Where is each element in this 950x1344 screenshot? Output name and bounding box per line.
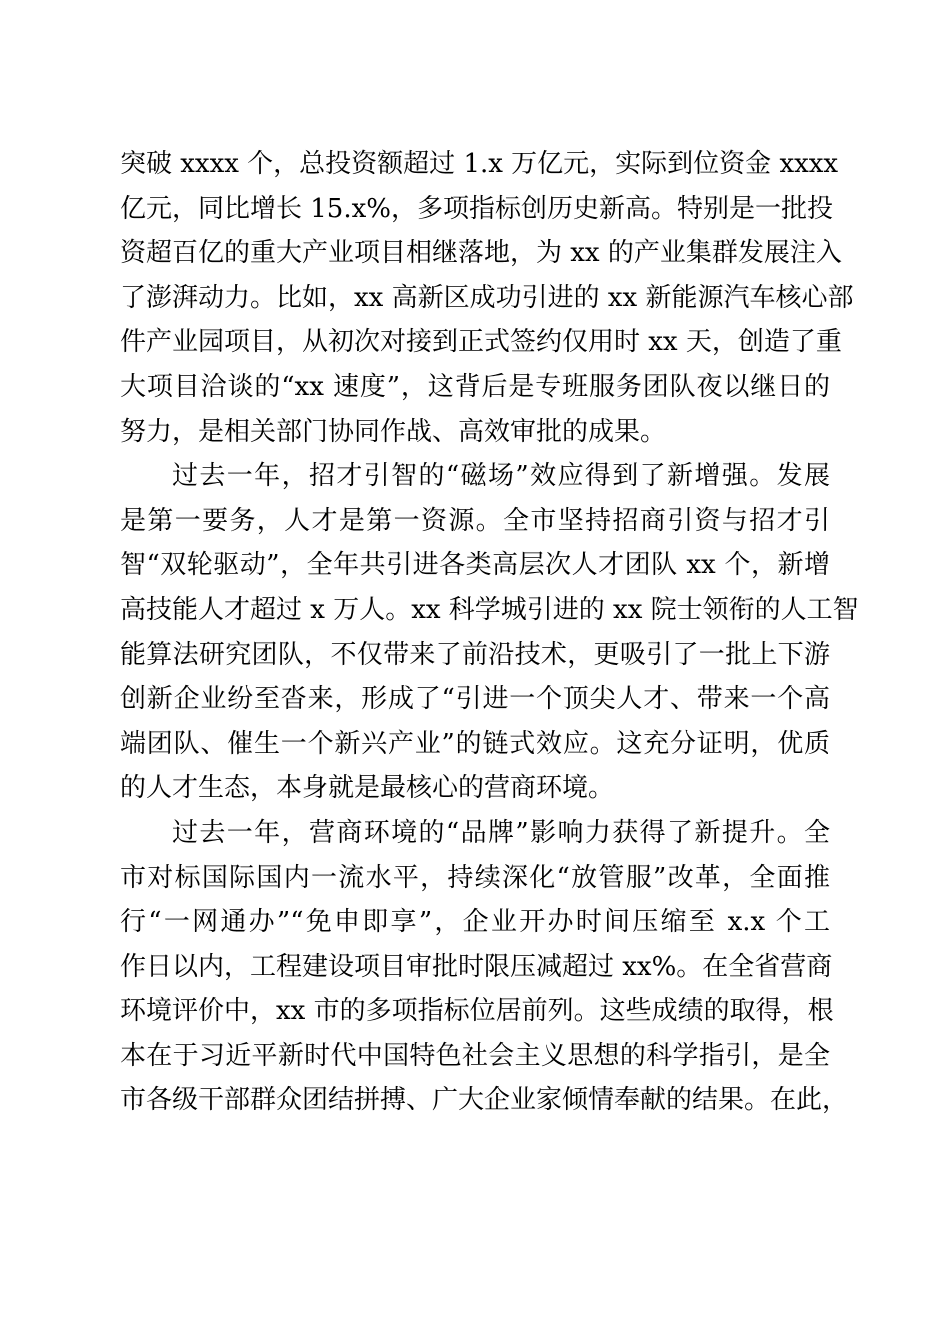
paragraph-3 [120, 811, 849, 1123]
text-line: 过去一年，营商环境的“品牌”影响力获得了新提升。全 [172, 817, 830, 848]
text-line: 大项目洽谈的“xx 速度”，这背后是专班服务团队夜以继日的 [120, 371, 830, 402]
text-line: 过去一年，招才引智的“磁场”效应得到了新增强。发展 [172, 461, 830, 492]
text-line: 的人才生态，本身就是最核心的营商环境。 [120, 773, 615, 804]
text-line: 本在于习近平新时代中国特色社会主义思想的科学指引，是全 [120, 1040, 830, 1071]
text-line: 市对标国际国内一流水平，持续深化“放管服”改革，全面推 [120, 862, 830, 893]
body-text [120, 142, 859, 1123]
text-line: 努力，是相关部门协同作战、高效审批的成果。 [120, 416, 667, 447]
text-line: 行“一网通办”“免申即享”，企业开办时间压缩至 x.x 个工 [120, 907, 830, 938]
text-line: 件产业园项目，从初次对接到正式签约仅用时 xx 天，创造了重 [120, 327, 842, 358]
text-line: 作日以内，工程建设项目审批时限压减超过 xx%。在全省营商 [120, 951, 833, 982]
text-line: 市各级干部群众团结拼搏、广大企业家倾情奉献的结果。在此， [120, 1085, 849, 1116]
paragraph-1 [120, 142, 854, 454]
text-line: 突破 xxxx 个，总投资额超过 1.x 万亿元，实际到位资金 xxxx [120, 149, 839, 179]
text-line: 了澎湃动力。比如，xx 高新区成功引进的 xx 新能源汽车核心部 [120, 282, 854, 313]
text-line: 创新企业纷至沓来，形成了“引进一个顶尖人才、带来一个高 [120, 684, 830, 715]
text-line: 端团队、催生一个新兴产业”的链式效应。这充分证明，优质 [120, 728, 830, 759]
text-line: 资超百亿的重大产业项目相继落地，为 xx 的产业集群发展注入 [120, 238, 842, 269]
text-line: 高技能人才超过 x 万人。xx 科学城引进的 xx 院士领衔的人工智 [120, 594, 859, 625]
text-line: 能算法研究团队，不仅带来了前沿技术，更吸引了一批上下游 [120, 639, 830, 670]
paragraph-2 [120, 454, 859, 811]
text-line: 亿元，同比增长 15.x%，多项指标创历史新高。特别是一批投 [120, 193, 833, 224]
text-line: 环境评价中，xx 市的多项指标位居前列。这些成绩的取得，根 [120, 996, 834, 1027]
text-line: 是第一要务，人才是第一资源。全市坚持招商引资与招才引 [120, 505, 830, 536]
text-line: 智“双轮驱动”，全年共引进各类高层次人才团队 xx 个，新增 [120, 550, 830, 581]
